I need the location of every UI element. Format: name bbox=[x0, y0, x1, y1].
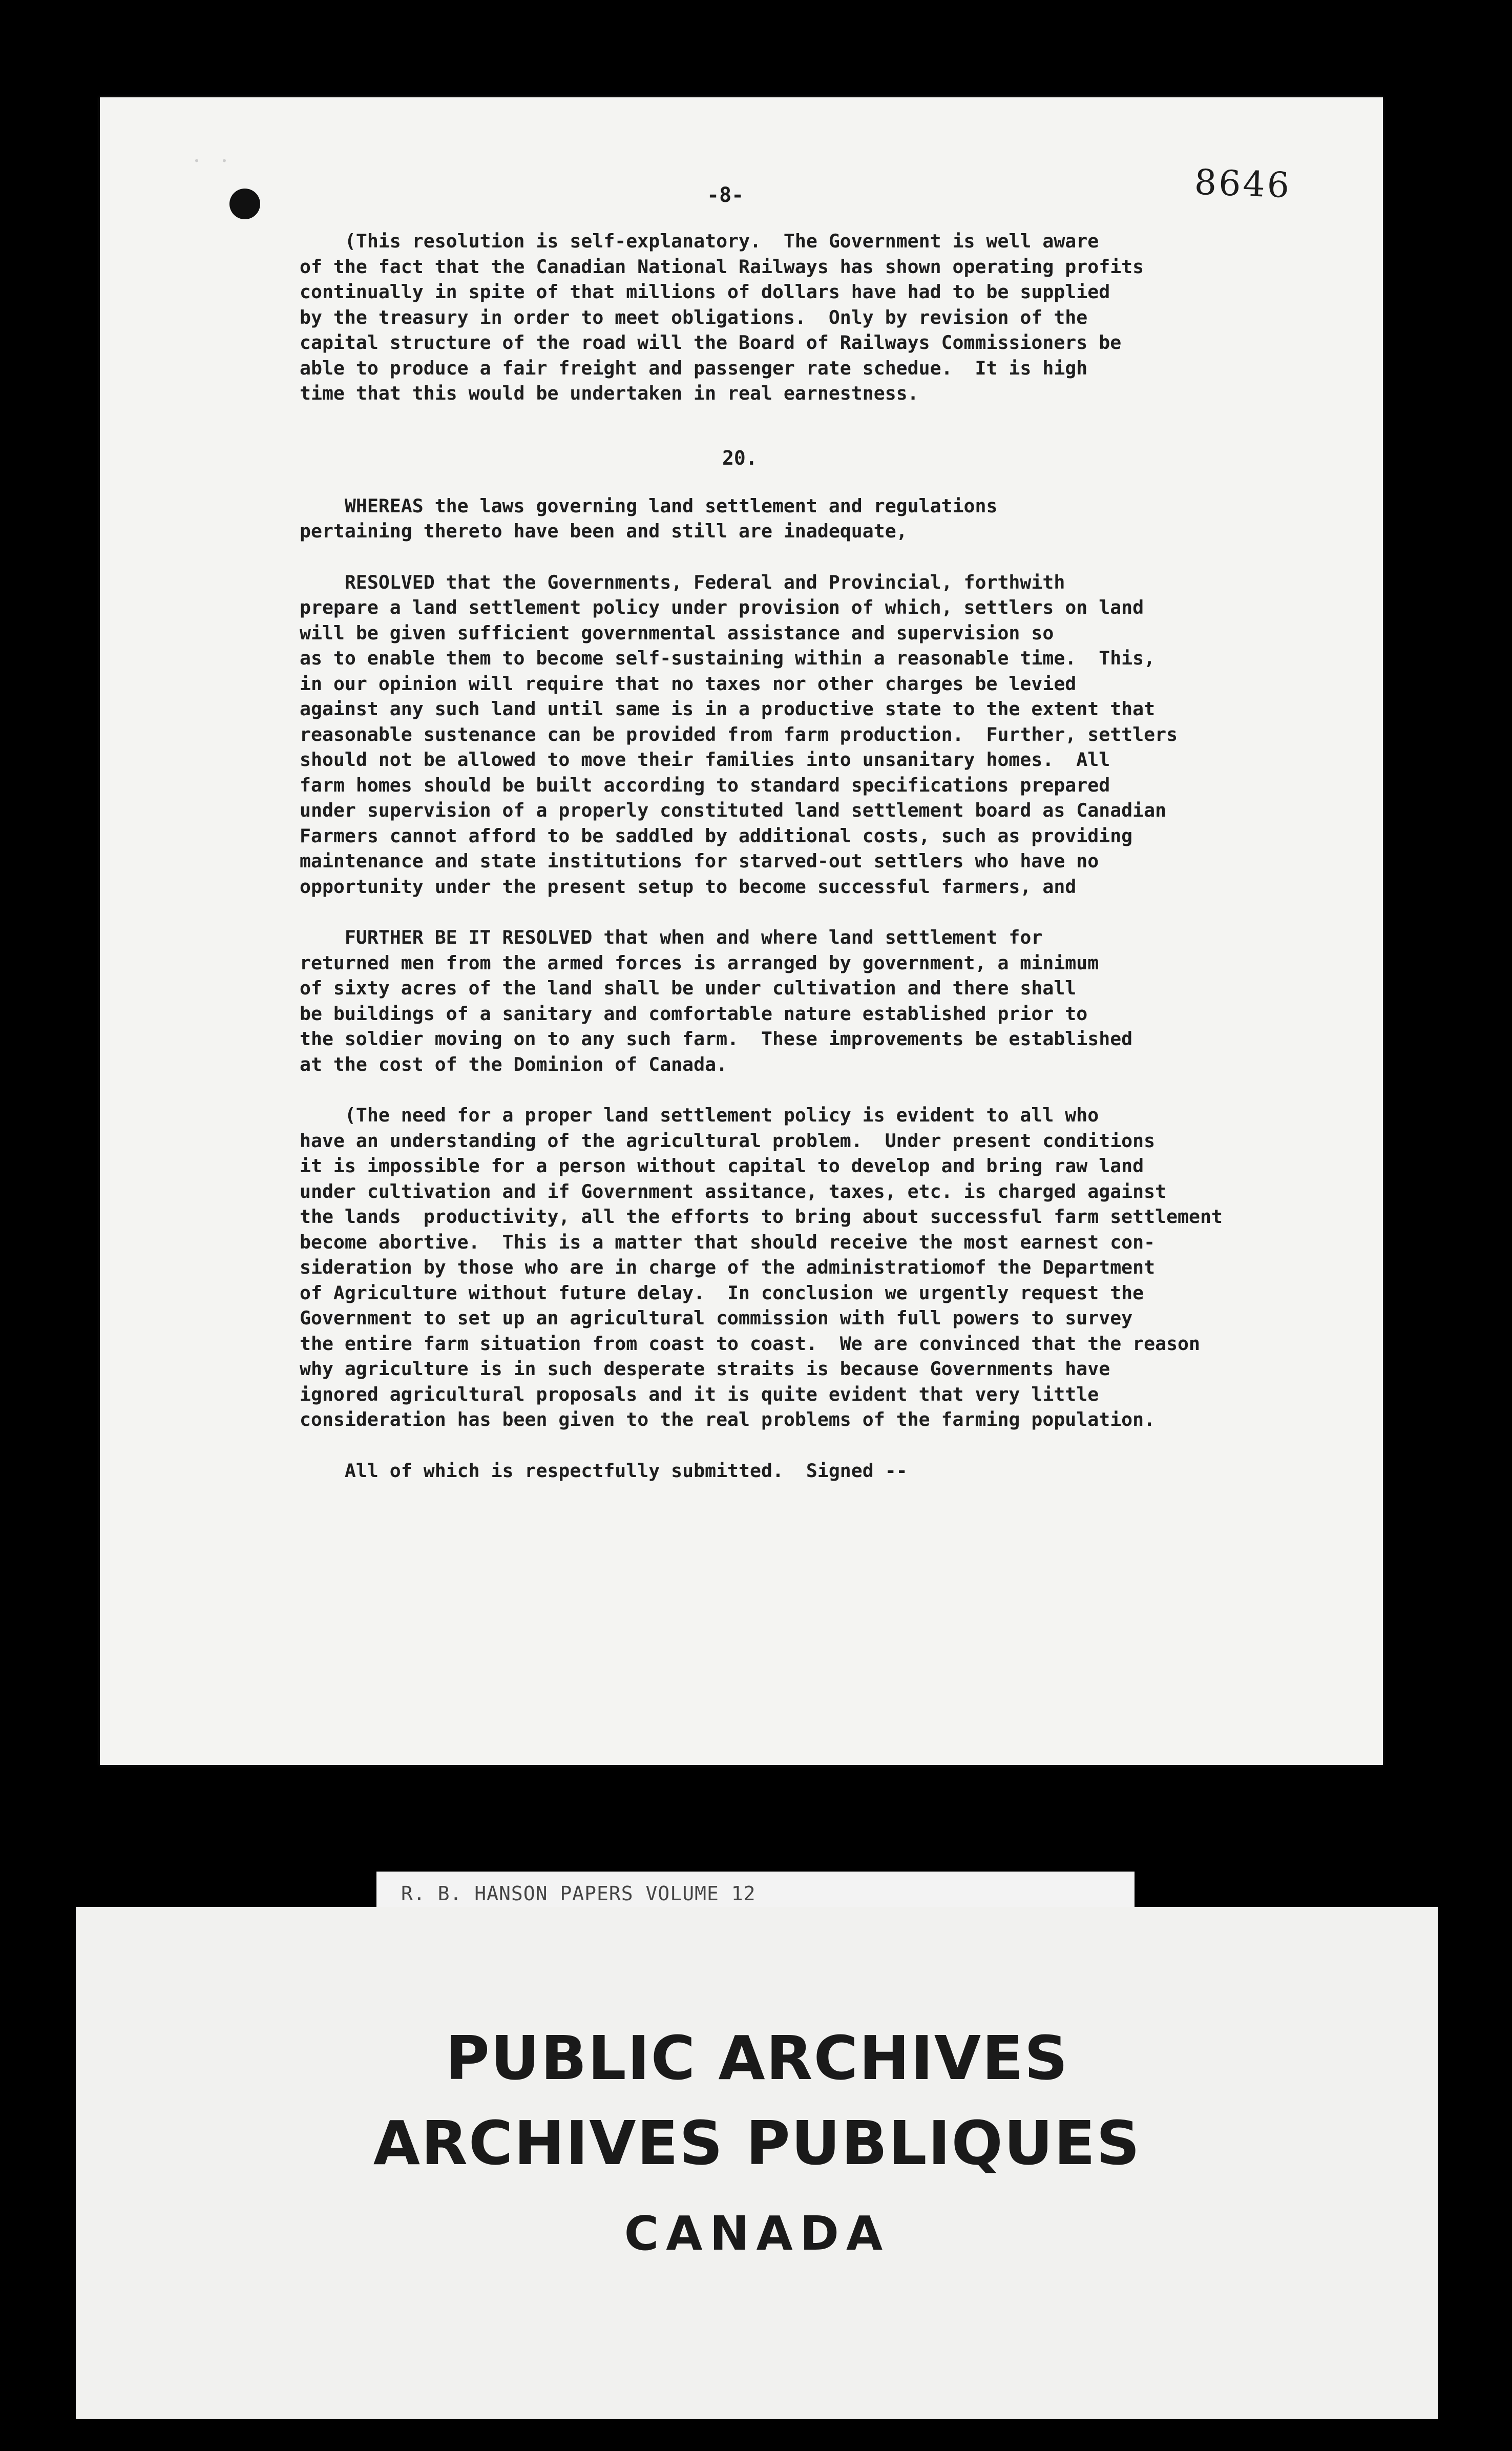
archive-title-french: ARCHIVES PUBLIQUES bbox=[373, 2108, 1141, 2178]
punch-hole bbox=[229, 189, 260, 219]
paragraph-further-resolved: FURTHER BE IT RESOLVED that when and where land settlement for returned men from the armed forces is arranged by government, a minimum of sixty acres of the land shall be under cultivation and there shall be buildings of a sanitary and comfortable nature established prior to the soldier moving on to any such farm. These improvements be established at the cost of the Dominion of Canada. bbox=[300, 926, 1133, 1075]
archive-country: CANADA bbox=[624, 2206, 890, 2261]
typed-text bbox=[300, 229, 1350, 1483]
paragraph-resolved: RESOLVED that the Governments, Federal and Provincial, forthwith prepare a land settlement policy under provision of which, settlers on land will be given sufficient governmental assistance and supervision so as to enable them to become self-sustaining within a reasonable time. This, in our opinion will require that no taxes nor other charges be levied against any such land until same is in a productive state to the extent that reasonable sustenance can be provided from farm production. Further, settlers should not be allowed to move their families into unsanitary homes. All farm homes should be built according to standard specifications prepared under supervision of a properly constituted land settlement board as Canadian Farmers cannot afford to be saddled by additional costs, such as providing maintenance and state institutions for starved-out settlers who have no opportunity under the present setup to become successful farmers, and bbox=[300, 571, 1178, 898]
page-number: -8- bbox=[707, 183, 744, 207]
film-specks: • • bbox=[194, 155, 237, 167]
archive-title-english: PUBLIC ARCHIVES bbox=[445, 2023, 1069, 2093]
paragraph-explanation-land: (The need for a proper land settlement policy is evident to all who have an understanding of the agricultural problem. Under present conditions it is impossible for a person without capital to develop and bring raw land under cultivation and if Government assitance, taxes, etc. is charged against the lands productivity, all the efforts to bring about successful farm settlement become abortive. This is a matter that should receive the most earnest con- sideration by those who are in charge of the administratiomof the Department of Agriculture without future delay. In conclusion we urgently request the Government to set up an agricultural commission with full powers to survey the entire farm situation from coast to coast. We are convinced that the reason why agriculture is in such desperate straits is because Governments have ignored agricultural proposals and it is quite evident that very little consideration has been given to the real problems of the farming population. bbox=[300, 1104, 1223, 1430]
archive-card bbox=[76, 1907, 1438, 2419]
section-number: 20. bbox=[722, 447, 758, 469]
paragraph-signature: All of which is respectfully submitted. Signed -- bbox=[300, 1459, 908, 1482]
folio-number: 8646 bbox=[1193, 162, 1292, 206]
paragraph-explanation-railways: (This resolution is self-explanatory. The Government is well aware of the fact that the Canadian National Railways has shown operating profits continually in spite of that millions of dollars have had to be supplied by the treasury in order to meet obligations. Only by revision of the capital structure of the road will the Board of Railways Commissioners be able to produce a fair freight and passenger rate schedue. It is high time that this would be undertaken in real earnestness. bbox=[300, 230, 1144, 404]
collection-label: R. B. HANSON PAPERS VOLUME 12 bbox=[376, 1872, 1135, 1916]
paragraph-whereas: WHEREAS the laws governing land settlement and regulations pertaining thereto have been and still are inadequate, bbox=[300, 494, 998, 542]
